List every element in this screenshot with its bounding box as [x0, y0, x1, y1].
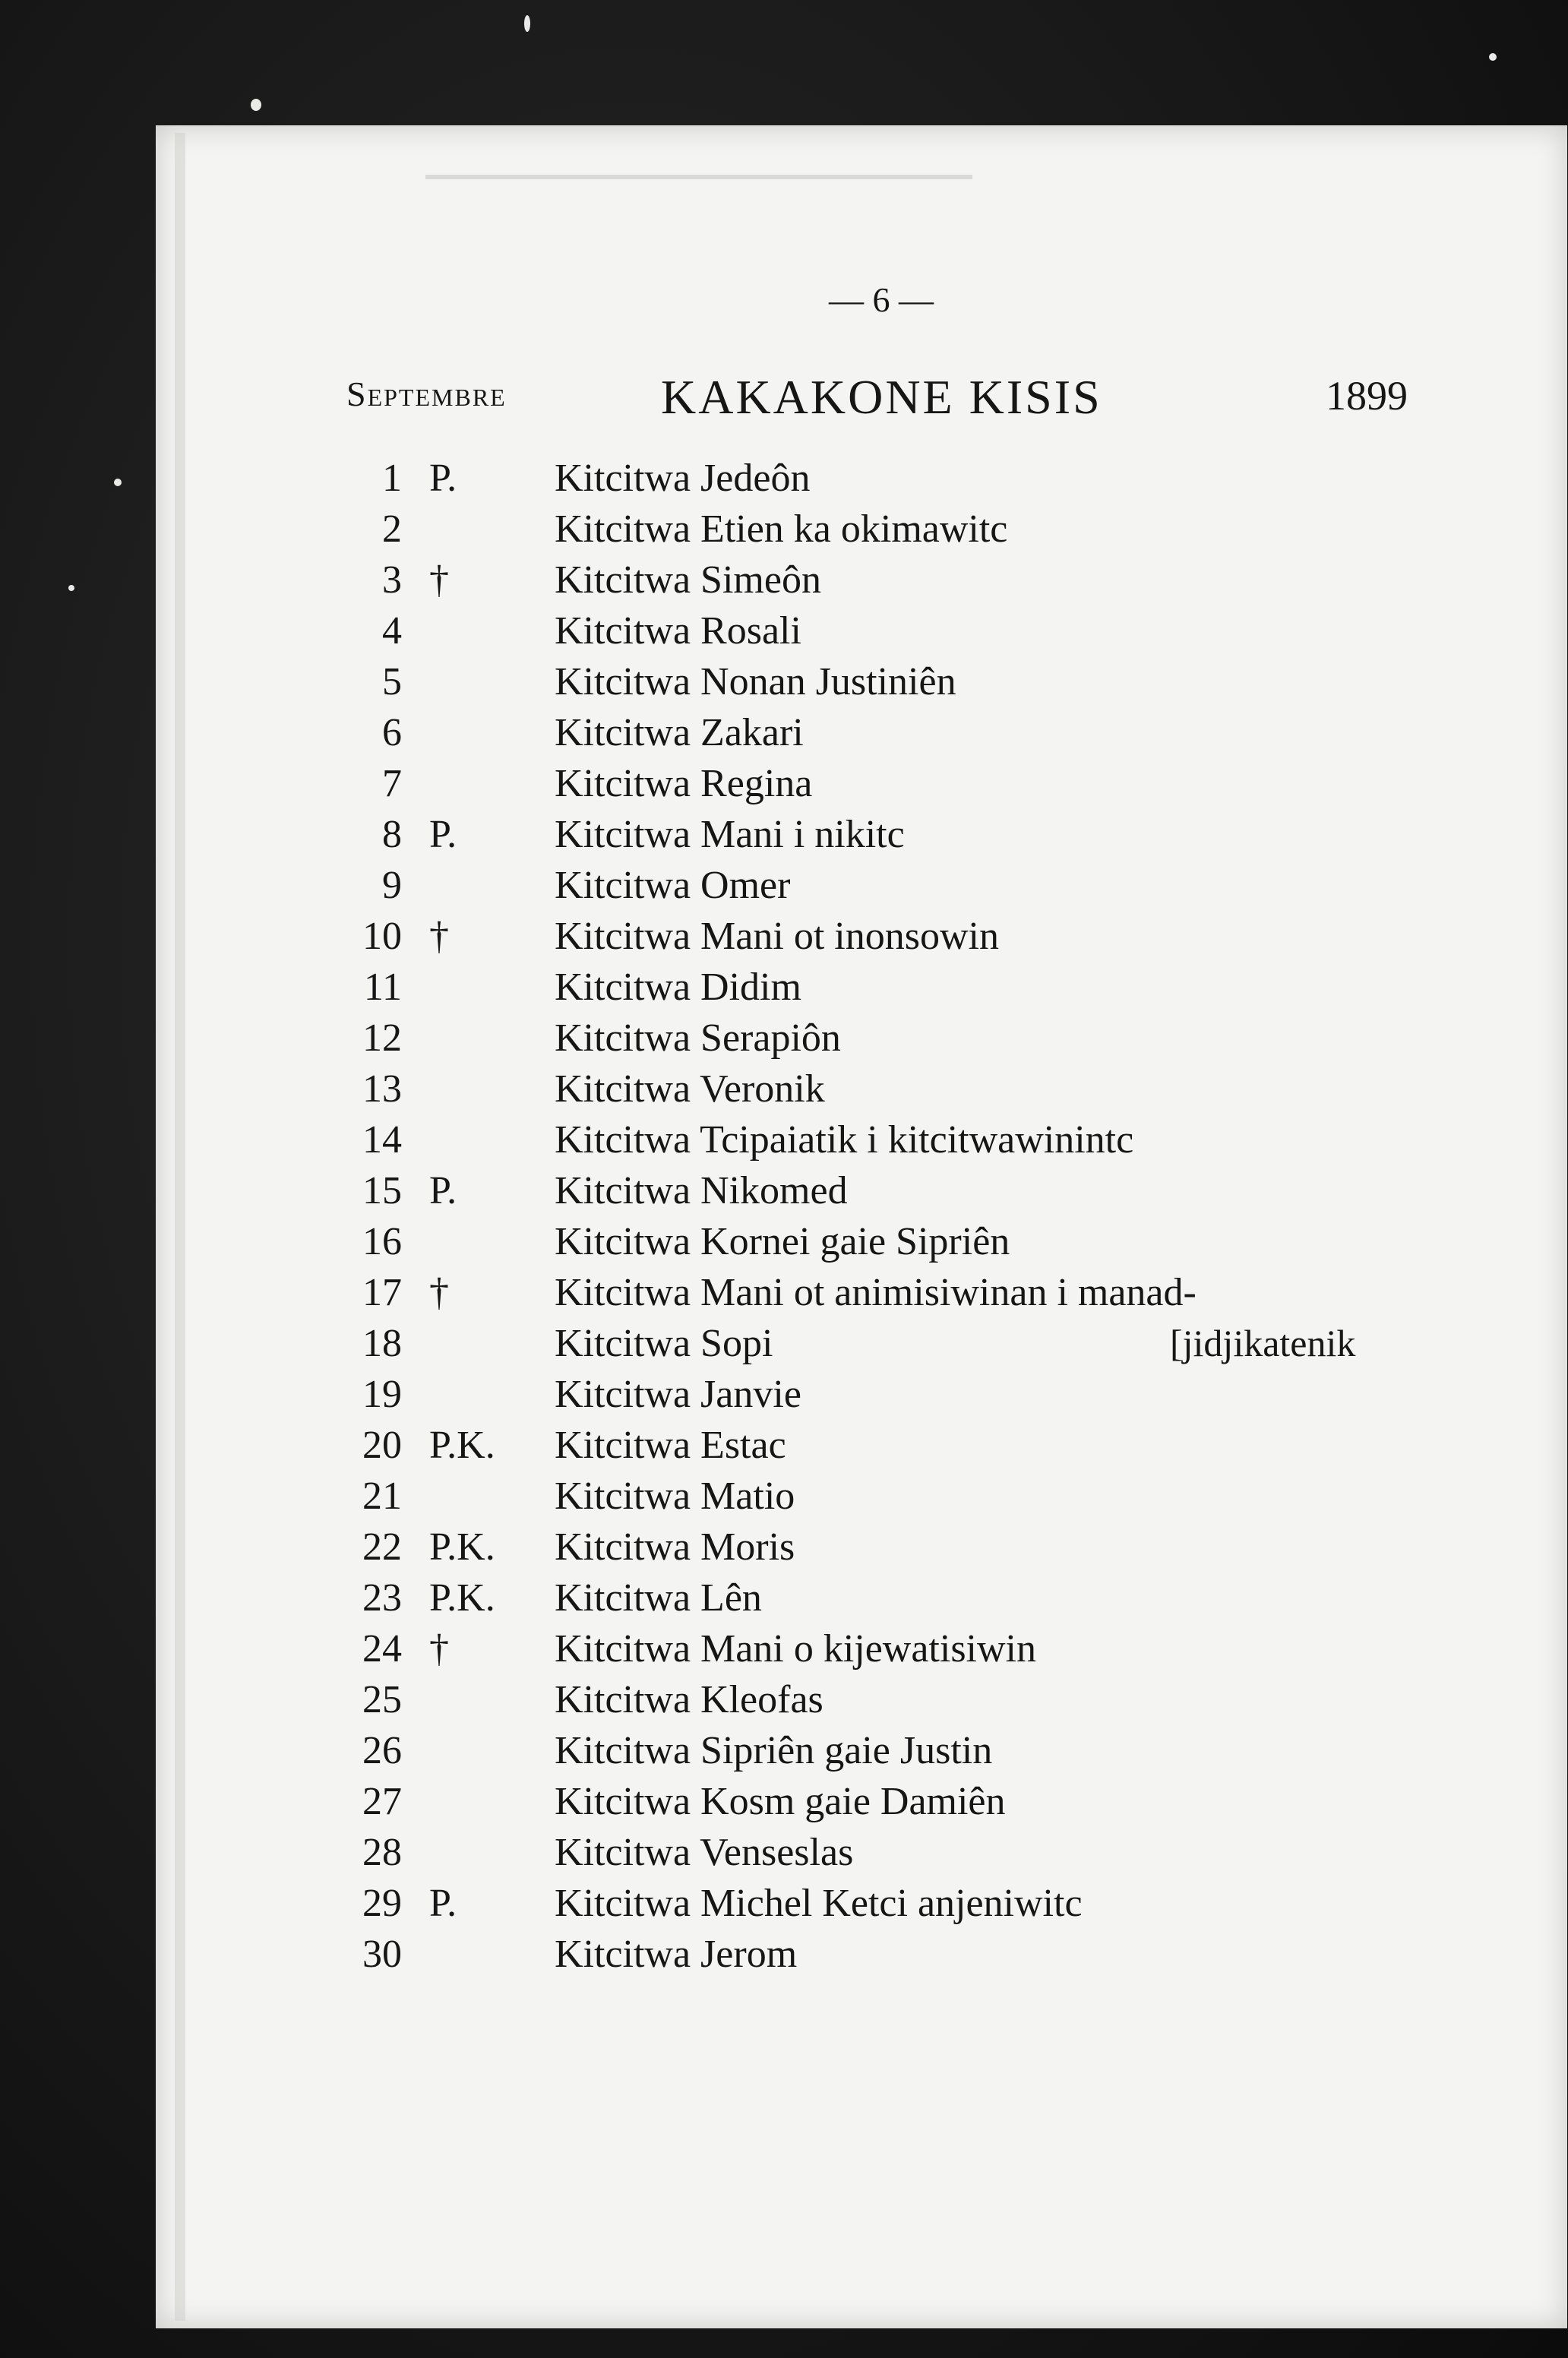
calendar-entry — [0, 1677, 1568, 1728]
entry-day: 1 — [382, 457, 402, 500]
entry-day: 27 — [362, 1780, 402, 1823]
entry-day: 16 — [362, 1220, 402, 1263]
entry-day: 14 — [362, 1118, 402, 1162]
entry-saint-name: Kitcitwa Nikomed — [555, 1169, 848, 1212]
entry-saint-name: Kitcitwa Rosali — [555, 609, 801, 653]
entry-saint-name: Kitcitwa Veronik — [555, 1067, 825, 1111]
entry-day: 21 — [362, 1475, 402, 1518]
header-title: KAKAKONE KISIS — [661, 370, 1102, 424]
entry-day: 20 — [362, 1424, 402, 1467]
entry-saint-name: Kitcitwa Omer — [555, 864, 791, 907]
entry-saint-name: Kitcitwa Kleofas — [555, 1678, 824, 1721]
entry-saint-name: Kitcitwa Kornei gaie Sipriên — [555, 1220, 1010, 1263]
entry-saint-name: Kitcitwa Serapiôn — [555, 1016, 841, 1060]
entry-day: 5 — [382, 660, 402, 703]
entry-day: 25 — [362, 1678, 402, 1721]
entry-day: 8 — [382, 813, 402, 856]
calendar-entry — [0, 761, 1568, 812]
entry-day: 24 — [362, 1627, 402, 1671]
calendar-entry — [0, 1016, 1568, 1067]
header-month: Septembre — [346, 375, 507, 413]
entry-saint-name: Kitcitwa Mani o kijewatisiwin — [555, 1627, 1037, 1671]
calendar-entry — [0, 1219, 1568, 1270]
page-top-fold — [425, 175, 972, 179]
entry-feast-mark: † — [429, 1271, 449, 1314]
entry-saint-name: Kitcitwa Venseslas — [555, 1831, 854, 1874]
calendar-entry — [0, 1067, 1568, 1117]
calendar-entry — [0, 558, 1568, 608]
entry-saint-name: Kitcitwa Jerom — [555, 1933, 798, 1976]
entry-day: 30 — [362, 1933, 402, 1976]
entry-saint-name: Kitcitwa Janvie — [555, 1373, 801, 1416]
entry-feast-mark: P. — [429, 1882, 457, 1925]
entry-saint-name: Kitcitwa Mani i nikitc — [555, 813, 905, 856]
entry-saint-name: Kitcitwa Tcipaiatik i kitcitwawinintc — [555, 1118, 1134, 1162]
entry-saint-name: Kitcitwa Kosm gaie Damiên — [555, 1780, 1006, 1823]
entry-saint-name: Kitcitwa Didim — [555, 966, 801, 1009]
entry-day: 6 — [382, 711, 402, 754]
entry-feast-mark: † — [429, 915, 449, 958]
entry-day: 26 — [362, 1729, 402, 1772]
calendar-entry — [0, 1830, 1568, 1881]
calendar-entry — [0, 965, 1568, 1016]
dust-speck — [524, 15, 530, 32]
entry-saint-name: Kitcitwa Mani ot animisiwinan i manad- — [555, 1271, 1197, 1314]
calendar-entry — [0, 1779, 1568, 1830]
entry-feast-mark: P. — [429, 1169, 457, 1212]
calendar-entry — [0, 1626, 1568, 1677]
entry-saint-name: Kitcitwa Michel Ketci anjeniwitc — [555, 1882, 1083, 1925]
calendar-entry — [0, 507, 1568, 558]
entry-saint-name: Kitcitwa Simeôn — [555, 558, 821, 602]
entry-day: 4 — [382, 609, 402, 653]
calendar-entry — [0, 456, 1568, 507]
calendar-entry — [0, 1881, 1568, 1932]
entry-day: 12 — [362, 1016, 402, 1060]
calendar-entry — [0, 1270, 1568, 1321]
calendar-entry — [0, 1932, 1568, 1983]
calendar-entry — [0, 659, 1568, 710]
entry-feast-mark: P.K. — [429, 1424, 495, 1467]
entry-saint-name: Kitcitwa Sopi — [555, 1322, 773, 1365]
calendar-header — [0, 369, 1568, 422]
calendar-entry — [0, 1168, 1568, 1219]
calendar-entry — [0, 1576, 1568, 1626]
entry-day: 28 — [362, 1831, 402, 1874]
entry-feast-mark: P. — [429, 457, 457, 500]
entry-feast-mark: P.K. — [429, 1525, 495, 1569]
entry-continuation-note: [jidjikatenik — [1170, 1322, 1356, 1364]
entry-saint-name: Kitcitwa Jedeôn — [555, 457, 811, 500]
entry-day: 23 — [362, 1576, 402, 1620]
calendar-entry — [0, 914, 1568, 965]
entry-day: 29 — [362, 1882, 402, 1925]
entry-saint-name: Kitcitwa Regina — [555, 762, 813, 805]
calendar-entry — [0, 1423, 1568, 1474]
entry-day: 22 — [362, 1525, 402, 1569]
entry-saint-name: Kitcitwa Moris — [555, 1525, 795, 1569]
calendar-entry — [0, 1728, 1568, 1779]
calendar-entry — [0, 710, 1568, 761]
header-year: 1899 — [1326, 373, 1408, 419]
entry-saint-name: Kitcitwa Estac — [555, 1424, 786, 1467]
entry-saint-name: Kitcitwa Matio — [555, 1475, 795, 1518]
calendar-entry — [0, 1321, 1568, 1372]
calendar-entry — [0, 1525, 1568, 1576]
entry-day: 3 — [382, 558, 402, 602]
entry-day: 7 — [382, 762, 402, 805]
calendar-entry — [0, 1372, 1568, 1423]
entry-saint-name: Kitcitwa Etien ka okimawitc — [555, 507, 1008, 551]
entry-feast-mark: P.K. — [429, 1576, 495, 1620]
entry-day: 10 — [362, 915, 402, 958]
calendar-entry — [0, 812, 1568, 863]
entry-feast-mark: † — [429, 1627, 449, 1671]
calendar-entry — [0, 863, 1568, 914]
calendar-entry — [0, 1474, 1568, 1525]
entry-day: 18 — [362, 1322, 402, 1365]
entry-day: 13 — [362, 1067, 402, 1111]
entry-day: 19 — [362, 1373, 402, 1416]
calendar-entry — [0, 608, 1568, 659]
entry-saint-name: Kitcitwa Zakari — [555, 711, 804, 754]
entry-day: 2 — [382, 507, 402, 551]
calendar-entries-list — [0, 456, 1568, 1983]
entry-saint-name: Kitcitwa Nonan Justiniên — [555, 660, 956, 703]
entry-saint-name: Kitcitwa Mani ot inonsowin — [555, 915, 999, 958]
entry-day: 11 — [363, 966, 402, 1009]
dust-speck — [1489, 53, 1497, 61]
entry-day: 17 — [362, 1271, 402, 1314]
entry-day: 15 — [362, 1169, 402, 1212]
entry-saint-name: Kitcitwa Lên — [555, 1576, 762, 1620]
calendar-entry — [0, 1117, 1568, 1168]
entry-feast-mark: † — [429, 558, 449, 602]
entry-feast-mark: P. — [429, 813, 457, 856]
dust-speck — [251, 99, 261, 111]
entry-day: 9 — [382, 864, 402, 907]
page-number: — 6 — — [829, 280, 934, 319]
entry-saint-name: Kitcitwa Sipriên gaie Justin — [555, 1729, 993, 1772]
